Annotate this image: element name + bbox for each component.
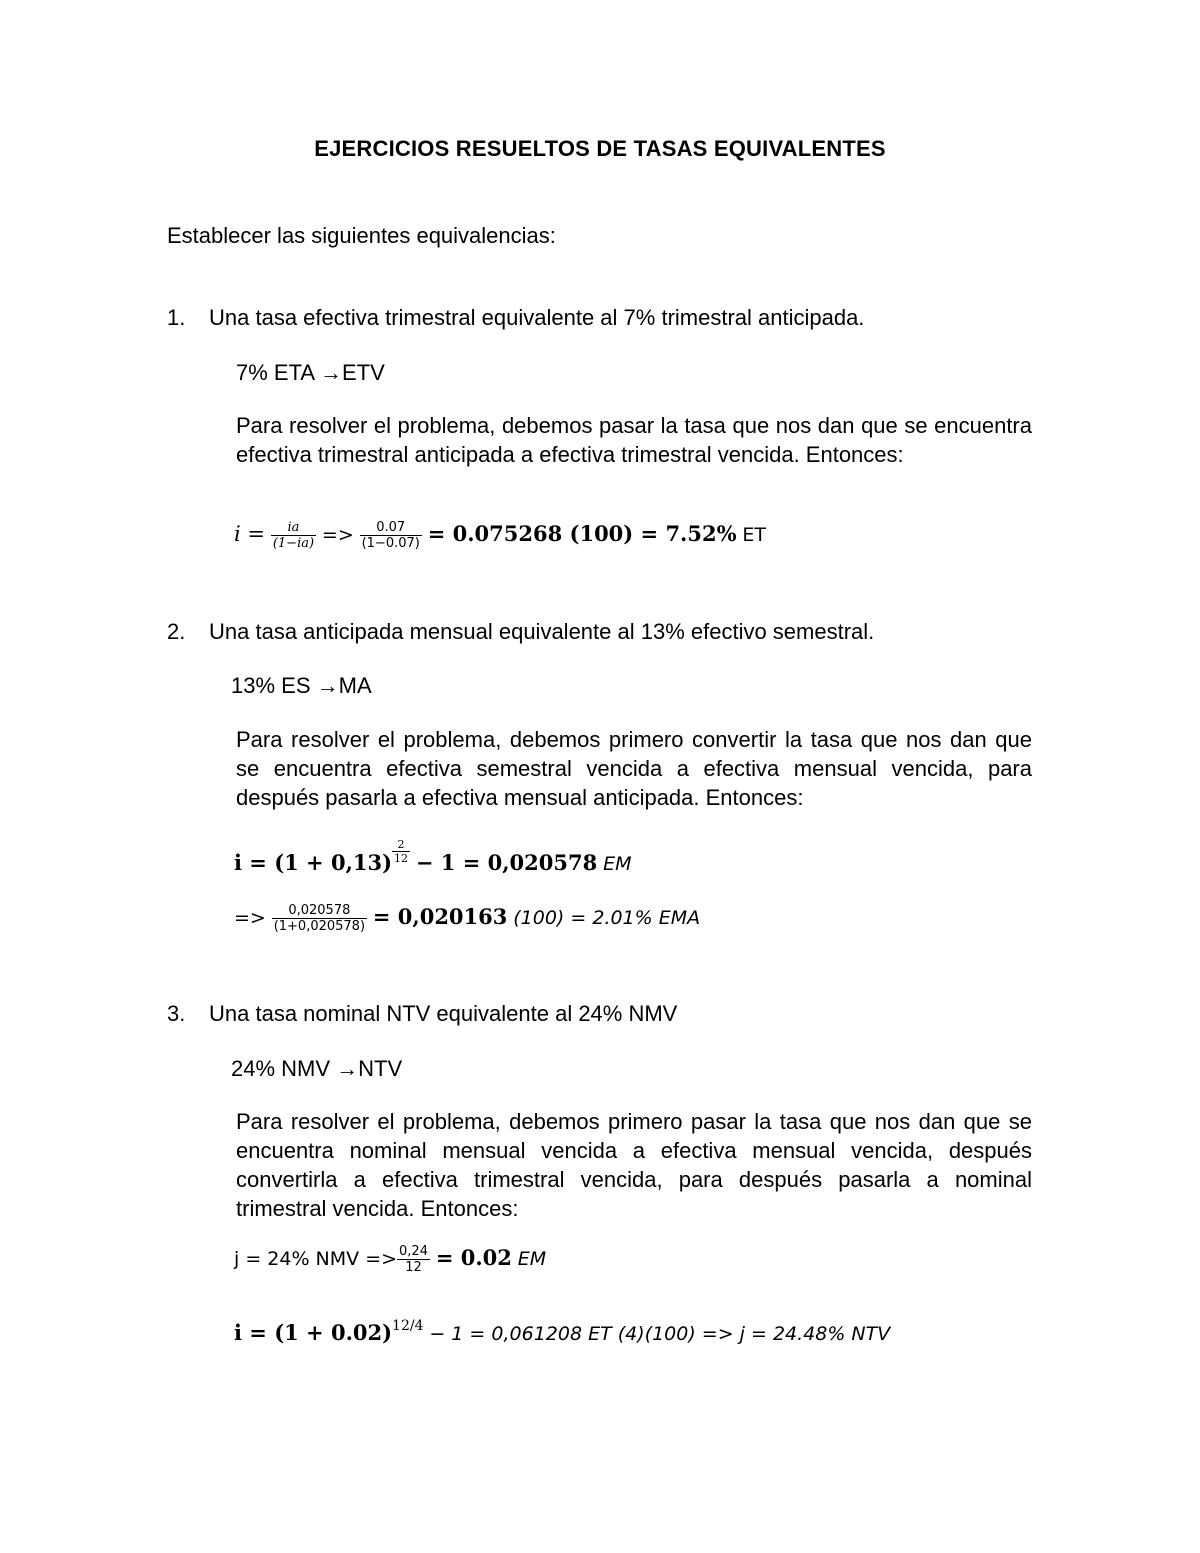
formula-exponent: 12/4 [392,1318,424,1334]
formula-tail: (100) = 2.01% EMA [513,907,701,930]
formula-lhs: i = (1 + 0,13) [234,850,393,875]
exercise-1-conversion [236,360,385,386]
exercise-2-formula-1 [234,838,631,876]
formula-result: = 0.075268 (100) = 7.52% [427,521,737,547]
exercise-3-formula-1 [234,1244,546,1275]
fraction-value [272,903,367,934]
intro-text: Establecer las siguientes equivalencias: [167,223,556,248]
exercise-1-explanation: Para resolver el problema, debemos pasar la tasa que nos dan que se encuentra efectiva trimestral anticipada a efectiva trimestral vencida. Entonces: [236,413,1032,467]
exercise-3-explanation: Para resolver el problema, debemos primero pasar la tasa que nos dan que se encuentra nominal mensual vencida a efectiva mensual vencida, después convertirla a efectiva trimestral vencida, para después pasarla a nominal trimestral vencida. Entonces: [236,1109,1032,1221]
exercise-3-conversion [231,1056,402,1082]
formula-rest: − 1 = 0,020578 [415,850,598,875]
exercise-3-number: 3. [167,1001,186,1026]
fraction-denominator: (1−0.07) [361,536,420,551]
exercise-1-statement: Una tasa efectiva trimestral equivalente al 7% trimestral anticipada. [209,305,865,330]
formula-lhs: j = 24% NMV => [234,1248,398,1271]
fraction-numerator: 0,020578 [288,903,351,918]
conversion-to: MA [338,673,372,698]
arrow-icon: → [316,673,339,698]
page-title: EJERCICIOS RESUELTOS DE TASAS EQUIVALENTES [314,136,886,161]
formula-tail: − 1 = 0,061208 ET (4)(100) => j = 24.48% NTV [429,1323,891,1345]
fraction-value [360,520,422,551]
fraction-denominator: (1−ia) [272,536,315,551]
arrow-icon: → [336,1056,359,1081]
exponent-numerator: 2 [397,838,405,851]
arrow-icon: → [319,360,342,385]
exponent-denominator: 12 [394,852,409,865]
exercise-3-formula-2 [234,1318,890,1346]
exercise-2-formula-2 [234,903,700,934]
fraction-numerator: ia [287,520,300,535]
exponent-fraction [392,838,410,865]
exercise-1-number: 1. [167,305,186,330]
conversion-to: ETV [341,360,385,385]
exercise-2-explanation: Para resolver el problema, debemos primero convertir la tasa que nos dan que se encuentra efectiva semestral vencida a efectiva mensual vencida, para después pasarla a efectiva mensual anticipada. Entonces: [236,727,1032,810]
fraction-ia [271,520,316,551]
formula-unit: EM [603,853,632,875]
conversion-from: 7% ETA [236,360,314,385]
exercise-2-conversion [231,673,372,699]
fraction-denominator: (1+0,020578) [273,919,366,934]
formula-unit: EM [517,1248,547,1271]
fraction-numerator: 0,24 [399,1244,428,1259]
conversion-to: NTV [358,1056,403,1081]
conversion-from: 13% ES [231,673,311,698]
exercise-1-formula [234,520,766,551]
formula-unit: ET [742,524,767,547]
formula-result: = 0.02 [435,1245,512,1271]
fraction-numerator: 0.07 [376,520,406,535]
formula-arrow: => [321,524,354,547]
exercise-3-statement: Una tasa nominal NTV equivalente al 24% NMV [209,1001,678,1026]
fraction-denominator: 12 [397,1259,430,1275]
formula-lhs: i = [234,522,265,547]
formula-lhs: i = (1 + 0.02) [234,1320,393,1345]
conversion-from: 24% NMV [231,1056,331,1081]
fraction-value [397,1244,430,1275]
formula-result: = 0,020163 [372,904,508,930]
exercise-2-number: 2. [167,619,186,644]
exercise-2-statement: Una tasa anticipada mensual equivalente al 13% efectivo semestral. [209,619,875,644]
formula-arrow: => [234,907,266,930]
